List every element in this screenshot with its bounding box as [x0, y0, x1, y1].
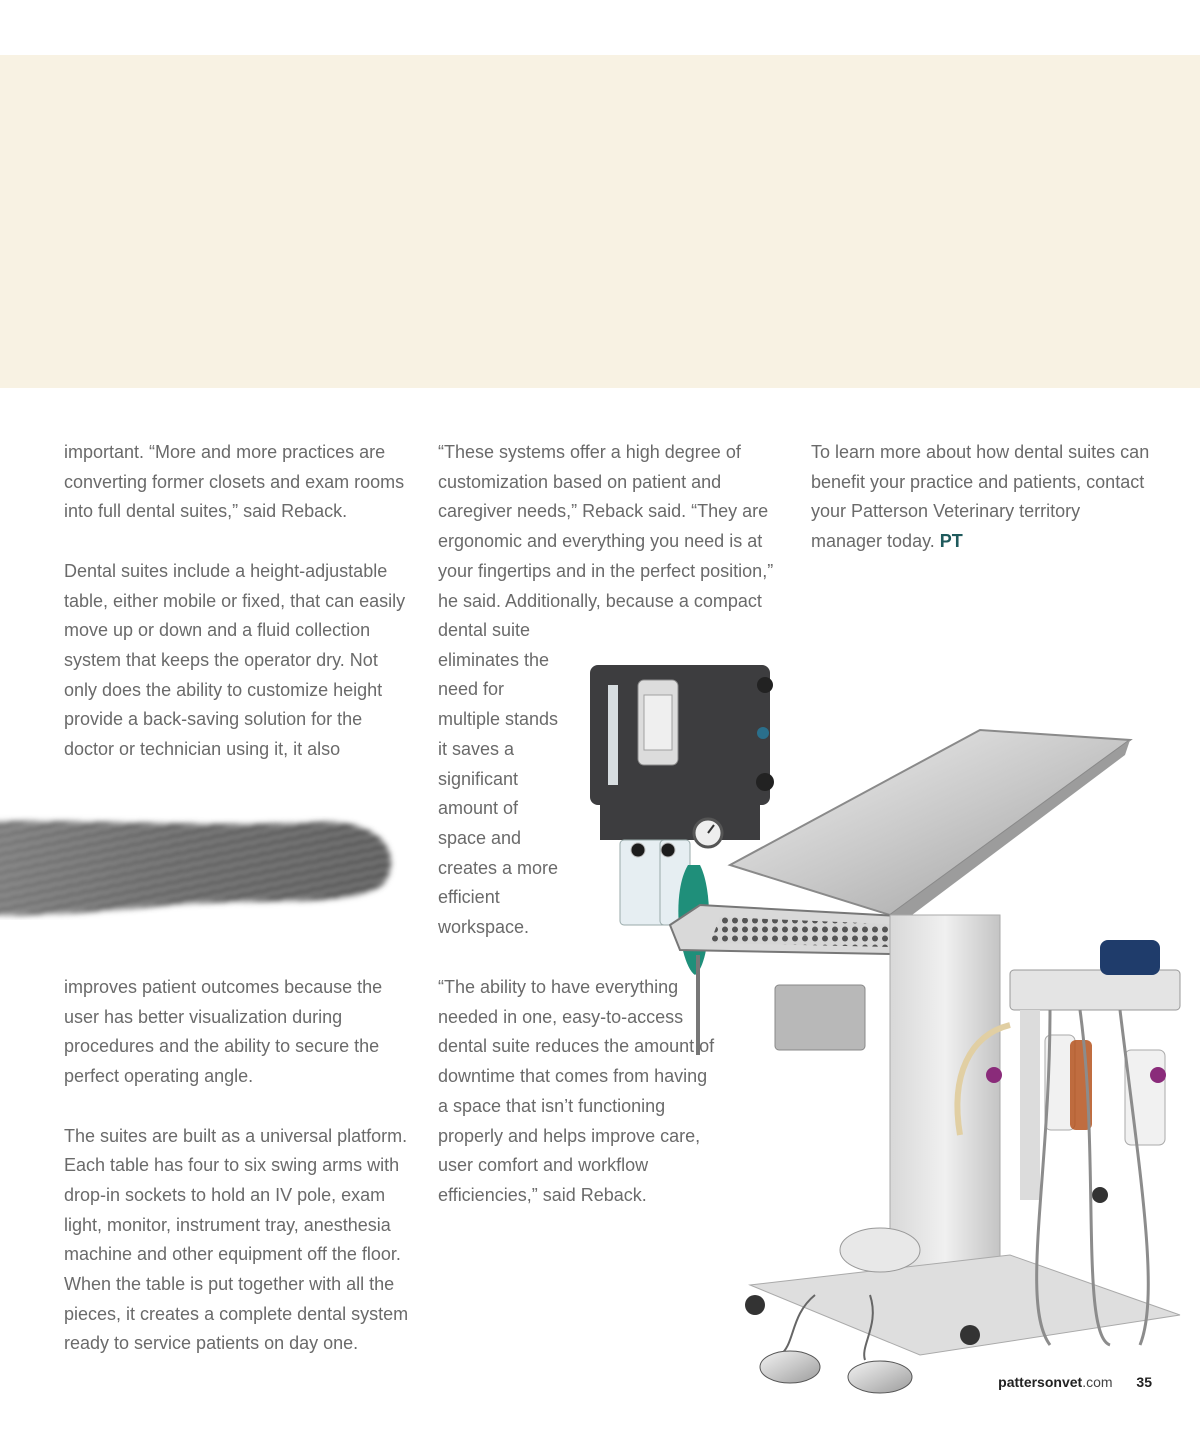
right-column: [811, 438, 1156, 557]
pt-end-mark: PT: [939, 531, 963, 552]
footer-site-name: pattersonvet: [998, 1374, 1083, 1390]
left-paragraph-3: improves patient outcomes because the user has better visualization during procedures and the ability to secure the perfect operating angle.: [64, 977, 383, 1087]
header-band: [0, 55, 1200, 388]
footer-site-domain: .com: [1082, 1374, 1113, 1390]
fur-image: [0, 810, 400, 920]
right-paragraph: [811, 438, 1156, 557]
middle-column-top: [438, 438, 783, 616]
right-paragraph-text: To learn more about how dental suites can benefit your practice and patients, contact your Patterson Veterinary territory manager today.: [811, 442, 1150, 552]
page-number: 35: [1136, 1374, 1152, 1390]
middle-paragraph-2: “The ability to have everything needed in one, easy-to-access dental suite reduces the amount of downtime that comes from having a space that isn’t functioning properly and helps improve care, user comfort and workflow efficiencies,” said Reback.: [438, 977, 715, 1205]
left-column-bottom: [64, 973, 409, 1359]
middle-paragraph-1-cont: dental suite eliminates the need for multiple stands it saves a significant amount of space and creates a more efficient workspace.: [438, 620, 559, 938]
middle-column-narrow: [438, 616, 568, 943]
page-footer: [998, 1374, 1152, 1390]
dental-suite-image: [580, 655, 1200, 1405]
middle-paragraph-1: “These systems offer a high degree of customization based on patient and caregiver needs,” Reback said. “They are ergonomic and everything you need is at your fingertips and in the perfect position,” he said. Additionally, because a compact: [438, 442, 774, 611]
left-column-top: [64, 438, 409, 765]
left-paragraph-4: The suites are built as a universal platform. Each table has four to six swing arms with drop-in sockets to hold an IV pole, exam light, monitor, instrument tray, anesthesia machine and other equipment off the floor. When the table is put together with all the pieces, it creates a complete dental system ready to service patients on day one.: [64, 1125, 409, 1354]
left-paragraph-2: Dental suites include a height-adjustable table, either mobile or fixed, that can easily move up or down and a fluid collection system that keeps the operator dry. Not only does the ability to customize height provide a back-saving solution for the doctor or technician using it, it also: [64, 560, 406, 760]
left-paragraph-1: important. “More and more practices are converting former closets and exam rooms into full dental suites,” said Reback.: [64, 442, 405, 522]
